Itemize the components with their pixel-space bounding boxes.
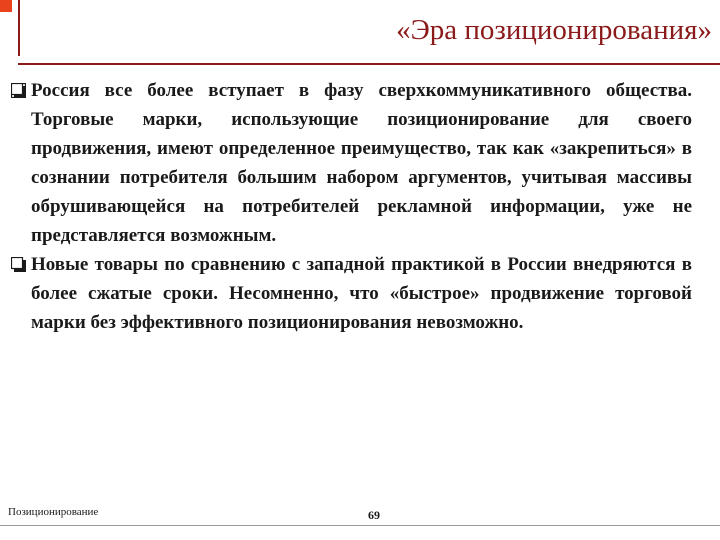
checkbox-square-icon <box>10 76 31 105</box>
slide-title: «Эра позиционирования» <box>396 14 712 46</box>
bullet-item <box>10 76 692 250</box>
bullet-text: Россия все более вступает в фазу сверхкоммуникативного общества. Торговые марки, использующие позиционирование для своего продвижения, имеют определенное преимущество, так как «закрепиться» в сознании потребителя большим набором аргументов, учитывая массивы обрушивающейся на потребителей рекламной информации, уже не представляется возможным. <box>31 80 692 246</box>
slide-content <box>10 76 692 337</box>
checkbox-square-icon <box>10 250 31 279</box>
page-number: 69 <box>368 508 380 522</box>
footer-divider <box>0 525 720 526</box>
corner-accent-mark <box>0 0 12 12</box>
title-divider <box>18 63 720 65</box>
bullet-item <box>10 250 692 337</box>
bullet-text: Новые товары по сравнению с западной практикой в России внедряются в более сжатые сроки. Несомненно, что «быстрое» продвижение торговой марки без эффективного позиционирования невозможно. <box>31 254 692 333</box>
footer-label: Позиционирование <box>8 506 99 518</box>
